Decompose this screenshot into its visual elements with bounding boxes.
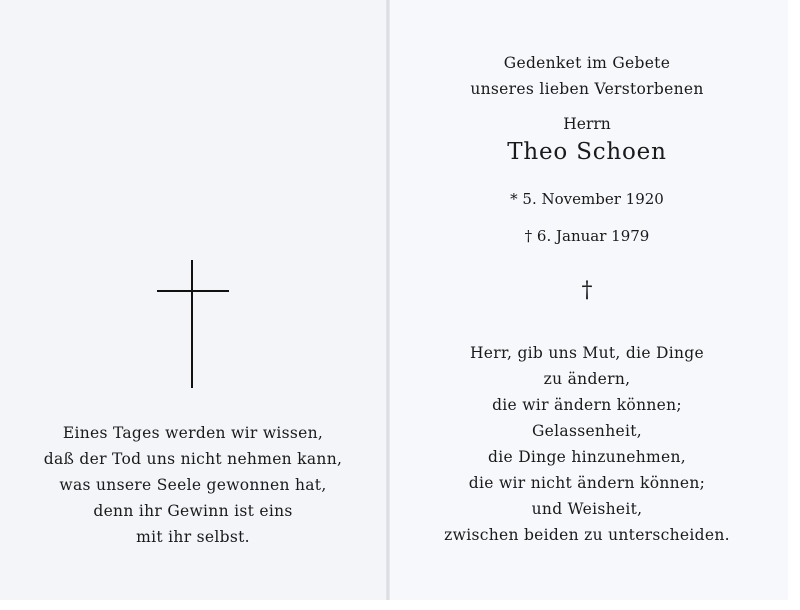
death-date: † 6. Januar 1979: [524, 227, 650, 245]
intro-line: Gedenket im Gebete: [503, 54, 671, 72]
left-panel: [0, 0, 386, 610]
left-poem: [20, 420, 366, 550]
birth-date: * 5. November 1920: [510, 190, 664, 208]
poem-line: mit ihr selbst.: [136, 528, 250, 546]
serenity-prayer: [400, 340, 774, 548]
small-cross-icon: †: [581, 278, 593, 303]
prayer-line: und Weisheit,: [531, 500, 643, 518]
cross-icon: [157, 260, 229, 388]
prayer-line: die Dinge hinzunehmen,: [488, 448, 686, 466]
poem-line: Eines Tages werden wir wissen,: [62, 424, 324, 442]
poem-line: was unsere Seele gewonnen hat,: [59, 476, 327, 494]
cross-horizontal-bar: [157, 290, 229, 292]
cross-vertical-bar: [191, 260, 193, 388]
scan-edge-bottom: [0, 600, 800, 610]
deceased-name: Theo Schoen: [507, 139, 667, 165]
prayer-line: die wir nicht ändern können;: [468, 474, 706, 492]
prayer-line: zwischen beiden zu unterscheiden.: [444, 526, 730, 544]
prayer-line: zu ändern,: [543, 370, 631, 388]
intro-text: [400, 50, 774, 102]
prayer-line: Herr, gib uns Mut, die Dinge: [469, 344, 704, 362]
prayer-line: die wir ändern können;: [492, 396, 682, 414]
scan-edge-right: [788, 0, 800, 610]
poem-line: denn ihr Gewinn ist eins: [93, 502, 293, 520]
poem-line: daß der Tod uns nicht nehmen kann,: [43, 450, 343, 468]
prayer-line: Gelassenheit,: [532, 422, 642, 440]
intro-line: unseres lieben Verstorbenen: [470, 80, 704, 98]
honorific: Herrn: [563, 115, 611, 133]
